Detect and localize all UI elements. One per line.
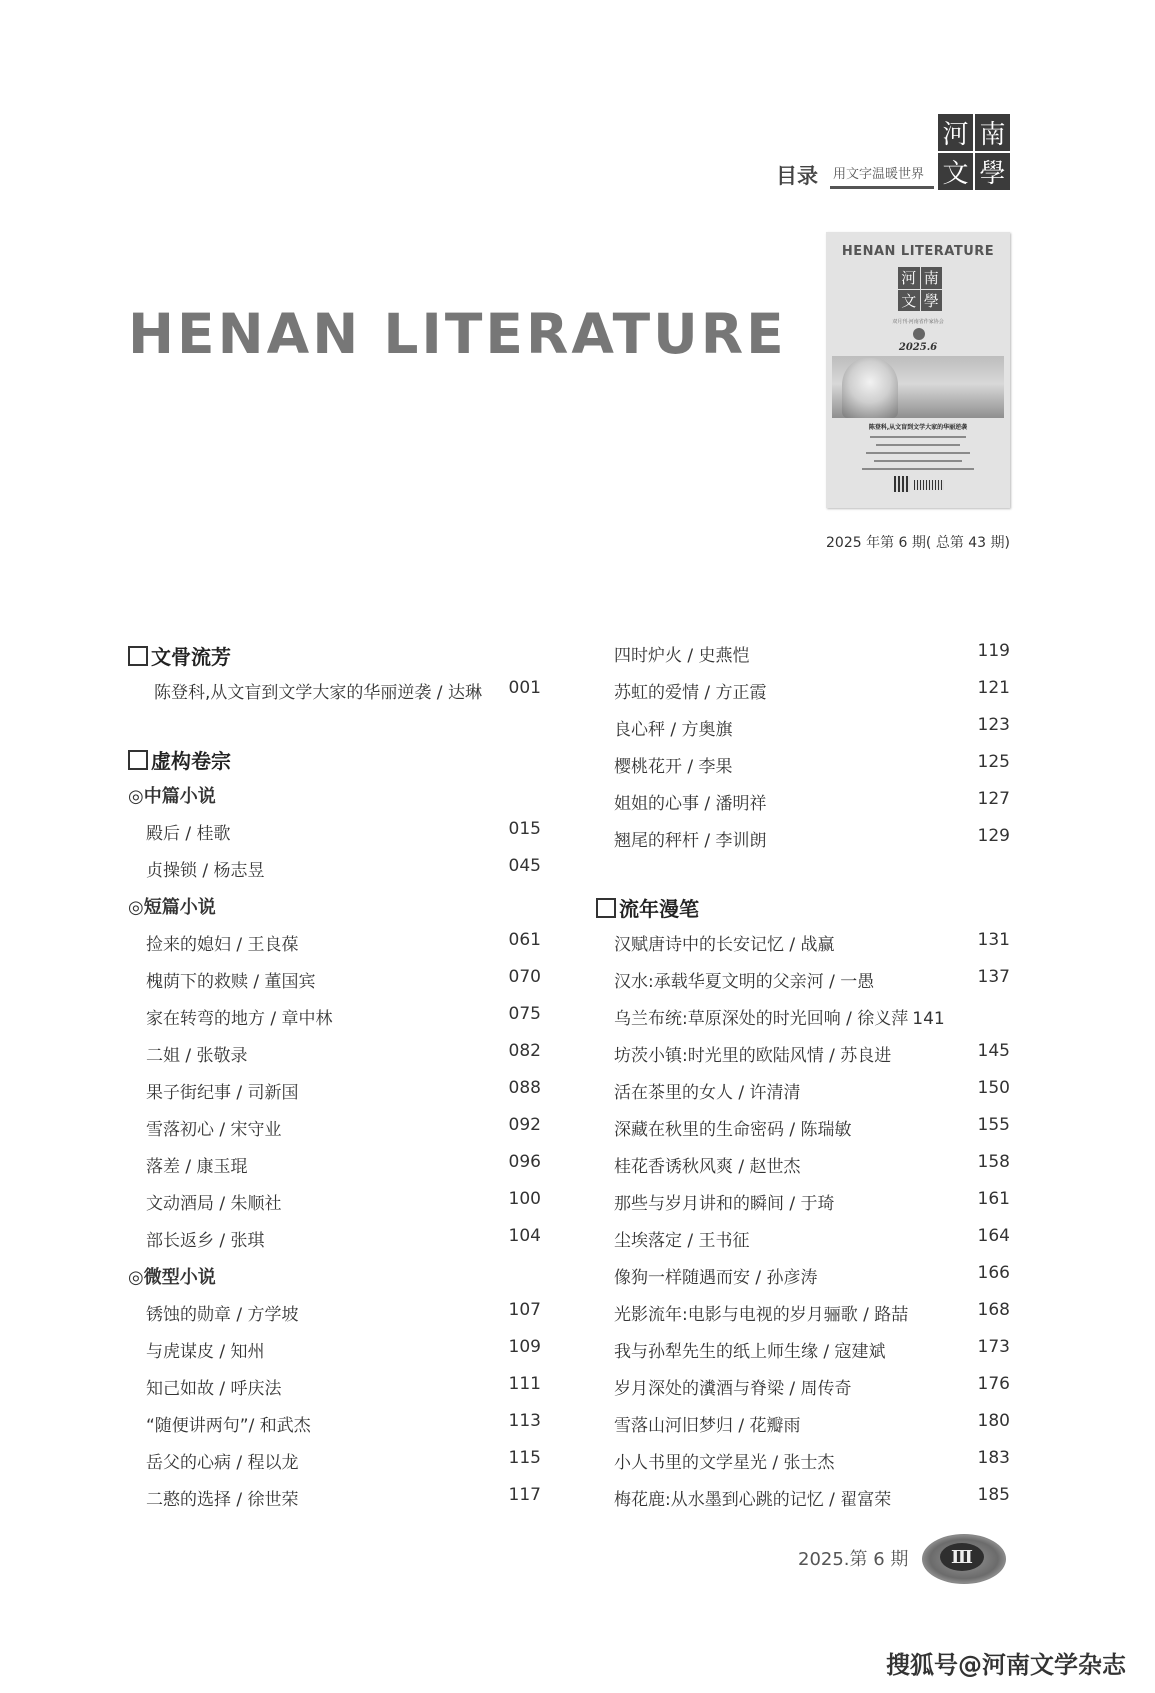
toc-entry-title: 槐荫下的救赎 / 董国宾 [146, 971, 316, 992]
toc-entry-title: 雪落山河旧梦归 / 花瓣雨 [614, 1415, 801, 1436]
toc-entry [614, 641, 1010, 666]
toc-entry [614, 1410, 1010, 1436]
square-icon [596, 898, 616, 918]
toc-entry-title: 陈登科,从文盲到文学大家的华丽逆袭 / 达琳 [154, 683, 482, 703]
toc-entry [614, 1299, 1010, 1325]
toc-entry-page: 166 [977, 1262, 1010, 1283]
toc-entry-title: 良心秤 / 方奥旗 [614, 720, 733, 740]
toc-entry-page: 015 [508, 818, 541, 839]
toc-entry-page: 109 [508, 1336, 541, 1357]
toc-entry [146, 1114, 541, 1140]
toc-entry-page: 092 [508, 1114, 541, 1135]
toc-section-title: 流年漫笔 [619, 896, 699, 921]
toc-entry-page: 088 [508, 1077, 541, 1098]
toc-entry-page: 168 [977, 1299, 1010, 1320]
cover-issue: 2025.6 [898, 342, 938, 353]
square-icon [128, 646, 148, 666]
toc-entry-page: 173 [977, 1336, 1010, 1357]
toc-entry [614, 929, 1010, 955]
cover-logo-char: 文 [898, 290, 920, 312]
toc-subsection: ◎中篇小说 [128, 785, 216, 807]
toc-section-heading [128, 745, 541, 774]
toc-entry-title: 捡来的媳妇 / 王良葆 [146, 934, 299, 955]
toc-entry-page: 104 [508, 1225, 541, 1246]
toc-section-heading [596, 893, 1010, 922]
toc-entry-page: 131 [977, 929, 1010, 950]
toc-entry-title: 文动酒局 / 朱顺社 [146, 1193, 282, 1214]
toc-entry-title: 姐姐的心事 / 潘明祥 [614, 794, 767, 814]
cover-logo-char: 學 [921, 290, 943, 312]
toc-entry-title: 小人书里的文学星光 / 张士杰 [614, 1452, 835, 1473]
toc-entry-page: 070 [508, 966, 541, 987]
page-number: Ⅲ [940, 1543, 984, 1571]
toc-entry [146, 1077, 541, 1103]
toc-entry-page: 145 [977, 1040, 1010, 1061]
toc-entry-title: 知己如故 / 呼庆法 [146, 1378, 282, 1399]
cover-logo-char: 河 [898, 267, 920, 289]
toc-entry-page: 127 [977, 789, 1010, 809]
toc-entry [146, 929, 541, 955]
toc-entry-title: 落差 / 康玉琨 [146, 1156, 248, 1177]
cover-subline: 双月刊·河南省作家协会 [892, 319, 944, 325]
toc-entry-title: 光影流年:电影与电视的岁月骊歌 / 路喆 [614, 1304, 909, 1325]
toc-entry-page: 125 [977, 752, 1010, 772]
toc-entry-title: 岳父的心病 / 程以龙 [146, 1452, 299, 1473]
toc-entry-page: 155 [977, 1114, 1010, 1135]
toc-entry [146, 1225, 541, 1251]
cover-title: HENAN LITERATURE [841, 244, 995, 259]
toc-entry [614, 1077, 1010, 1103]
toc-entry-title: 苏虹的爱情 / 方正霞 [614, 683, 767, 703]
toc-entry [614, 1262, 1010, 1288]
toc-entry-title: 二憨的选择 / 徐世荣 [146, 1489, 299, 1510]
toc-entry-title: 坊茨小镇:时光里的欧陆风情 / 苏良进 [614, 1045, 892, 1066]
toc-entry-title: 二姐 / 张敬录 [146, 1045, 248, 1066]
toc-entry [146, 1484, 541, 1510]
toc-entry [614, 1114, 1010, 1140]
toc-entry [614, 1004, 1010, 1029]
toc-entry-title: 贞操锁 / 杨志昱 [146, 860, 265, 881]
issue-info: 2025 年第 6 期( 总第 43 期) [826, 535, 1010, 551]
toc-entry-title: 乌兰布统:草原深处的时光回响 / 徐义萍 [614, 1008, 909, 1029]
toc-entry-page: 119 [977, 641, 1010, 661]
toc-entry-title: 桂花香诱秋风爽 / 赵世杰 [614, 1156, 801, 1177]
square-icon [128, 750, 148, 770]
toc-entry [614, 966, 1010, 992]
toc-entry [614, 1373, 1010, 1399]
toc-entry-title: 深藏在秋里的生命密码 / 陈瑞敏 [614, 1119, 852, 1140]
toc-entry-page: 100 [508, 1188, 541, 1209]
toc-entry-title: 汉水:承载华夏文明的父亲河 / 一愚 [614, 971, 875, 992]
toc-label: 目录 [776, 164, 818, 188]
cover-logo-char: 南 [921, 267, 943, 289]
toc-entry [614, 1484, 1010, 1510]
toc-entry-title: 那些与岁月讲和的瞬间 / 于琦 [614, 1193, 835, 1214]
toc-entry-title: “随便讲两句”/ 和武杰 [146, 1415, 311, 1436]
toc-entry-page: 117 [508, 1484, 541, 1505]
toc-entry-title: 锈蚀的勋章 / 方学坡 [146, 1304, 299, 1325]
toc-entry [146, 1151, 541, 1177]
logo-char: 河 [938, 114, 973, 151]
toc-entry-page: 185 [977, 1484, 1010, 1505]
toc-subsection: ◎微型小说 [128, 1266, 216, 1288]
toc-entry [146, 1410, 541, 1436]
toc-entry [146, 1336, 541, 1362]
footer-issue: 2025.第 6 期 [798, 1549, 909, 1570]
toc-entry-title: 部长返乡 / 张琪 [146, 1230, 265, 1251]
toc-entry-page: 176 [977, 1373, 1010, 1394]
toc-entry-page: 183 [977, 1447, 1010, 1468]
toc-entry [614, 752, 1010, 777]
toc-entry-page: 121 [977, 678, 1010, 698]
toc-entry [614, 826, 1010, 851]
toc-entry-title: 雪落初心 / 宋守业 [146, 1119, 282, 1140]
toc-entry [614, 1040, 1010, 1066]
logo-char: 學 [975, 153, 1010, 190]
toc-entry-page: 111 [508, 1373, 541, 1394]
toc-entry-page: 001 [508, 678, 541, 698]
toc-entry [146, 1040, 541, 1066]
toc-entry-page: 061 [508, 929, 541, 950]
toc-entry-page: 075 [508, 1003, 541, 1024]
toc-entry [146, 1299, 541, 1325]
toc-entry-title: 殿后 / 桂歌 [146, 823, 231, 844]
toc-entry [614, 789, 1010, 814]
toc-entry [614, 1336, 1010, 1362]
toc-entry [614, 1447, 1010, 1473]
toc-subsection: ◎短篇小说 [128, 896, 216, 918]
toc-entry-page: 137 [977, 966, 1010, 987]
logo-char: 文 [938, 153, 973, 190]
toc-entry-title: 翘尾的秤杆 / 李训朗 [614, 831, 767, 851]
toc-entry-page: 141 [912, 1008, 945, 1029]
toc-entry-page: 113 [508, 1410, 541, 1431]
toc-entry [614, 678, 1010, 703]
page-title: HENAN LITERATURE [128, 302, 787, 366]
toc-entry-title: 像狗一样随遇而安 / 孙彦涛 [614, 1267, 818, 1288]
toc-entry-page: 164 [977, 1225, 1010, 1246]
toc-entry-title: 家在转弯的地方 / 章中林 [146, 1008, 333, 1029]
toc-entry-page: 180 [977, 1410, 1010, 1431]
toc-entry-title: 四时炉火 / 史燕恺 [614, 646, 750, 666]
slogan: 用文字温暖世界 [833, 167, 925, 182]
toc-section-title: 虚构卷宗 [151, 748, 231, 773]
toc-entry-page: 158 [977, 1151, 1010, 1172]
watermark: 搜狐号@河南文学杂志 [886, 1651, 1126, 1679]
toc-entry [154, 678, 541, 703]
toc-entry [614, 1225, 1010, 1251]
toc-entry-page: 150 [977, 1077, 1010, 1098]
cover-headline: 陈登科,从文盲到文学大家的华丽逆袭 [868, 424, 968, 431]
toc-section-title: 文骨流芳 [151, 645, 231, 669]
toc-entry [614, 1188, 1010, 1214]
toc-entry [146, 855, 541, 881]
toc-entry [146, 1373, 541, 1399]
toc-entry-page: 161 [977, 1188, 1010, 1209]
toc-entry-page: 107 [508, 1299, 541, 1320]
toc-entry-page: 123 [977, 715, 1010, 735]
toc-entry-page: 096 [508, 1151, 541, 1172]
toc-section-heading [128, 641, 541, 670]
toc-entry-title: 岁月深处的瀵酒与脊梁 / 周传奇 [614, 1378, 852, 1399]
toc-left-column [128, 0, 541, 1600]
toc-entry-title: 樱桃花开 / 李果 [614, 757, 733, 777]
toc-entry-title: 尘埃落定 / 王书征 [614, 1230, 750, 1251]
toc-entry-title: 活在茶里的女人 / 许清清 [614, 1082, 801, 1103]
toc-entry-title: 汉赋唐诗中的长安记忆 / 战赢 [614, 934, 835, 955]
toc-entry [146, 966, 541, 992]
toc-entry [614, 1151, 1010, 1177]
toc-entry-page: 115 [508, 1447, 541, 1468]
toc-entry [146, 1447, 541, 1473]
toc-entry [614, 715, 1010, 740]
toc-entry-page: 045 [508, 855, 541, 876]
toc-entry-title: 梅花鹿:从水墨到心跳的记忆 / 翟富荣 [614, 1489, 892, 1510]
toc-entry-title: 与虎谋皮 / 知州 [146, 1341, 265, 1362]
toc-entry [146, 1188, 541, 1214]
toc-right-column [596, 0, 1010, 1600]
logo-char: 南 [975, 114, 1010, 151]
toc-entry [146, 1003, 541, 1029]
toc-entry-page: 082 [508, 1040, 541, 1061]
toc-entry [146, 818, 541, 844]
toc-entry-title: 我与孙犁先生的纸上师生缘 / 寇建斌 [614, 1341, 886, 1362]
toc-entry-page: 129 [977, 826, 1010, 846]
toc-entry-title: 果子街纪事 / 司新国 [146, 1082, 299, 1103]
